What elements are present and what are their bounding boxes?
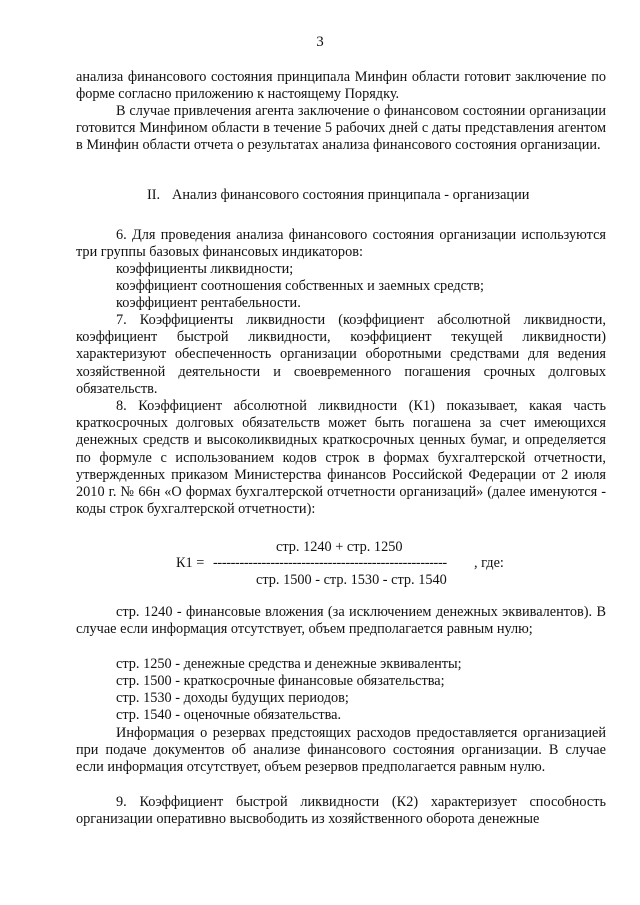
paragraph-conclusion: анализа финансового состояния принципала Минфин области готовит заключение по форме согласно приложению к настоящему Порядку. [76,69,606,103]
section-title: Анализ финансового состояния принципала - организации [172,187,530,203]
list-item: коэффициент соотношения собственных и заемных средств; [116,278,484,294]
definition-item: стр. 1250 - денежные средства и денежные эквиваленты; [116,656,462,672]
definition-item: стр. 1540 - оценочные обязательства. [116,707,342,723]
list-item: коэффициент рентабельности. [116,295,301,311]
formula-denominator: стр. 1500 - стр. 1530 - стр. 1540 [256,572,447,588]
paragraph-9: 9. Коэффициент быстрой ликвидности (К2) характеризует способность организации оперативно высвободить из хозяйственного оборота денежные [76,794,606,828]
page-number: 3 [316,34,324,50]
paragraph-agent: В случае привлечения агента заключение о финансовом состоянии организации готовится Минфином области в течение 5 рабочих дней с даты представления агентом в Минфин области отчета о результатах анализа финансового состояния организации. [76,103,606,154]
definition-item: стр. 1500 - краткосрочные финансовые обязательства; [116,673,445,689]
formula-fraction-bar: ----------------------------------------------------- [213,555,447,571]
paragraph-reserves: Информация о резервах предстоящих расходов предоставляется организацией при подаче документов об анализе финансового состояния организации. В случае если информация отсутствует, объем резервов предполагается равным нулю. [76,725,606,776]
paragraph-7: 7. Коэффициенты ликвидности (коэффициент абсолютной ликвидности, коэффициент быстрой ликвидности, коэффициент текущей ликвидности) характеризуют обеспеченность организации оборотными средствами для ведения хозяйственной деятельности и своевременного погашения срочных долговых обязательств. [76,312,606,397]
formula-where: , где: [474,555,504,571]
definition-item: стр. 1530 - доходы будущих периодов; [116,690,349,706]
formula-numerator: стр. 1240 + стр. 1250 [276,539,403,555]
formula-lhs: К1 = [176,555,205,571]
definition-1240: стр. 1240 - финансовые вложения (за исключением денежных эквивалентов). В случае если информация отсутствует, объем предполагается равным нулю; [76,604,606,638]
paragraph-8: 8. Коэффициент абсолютной ликвидности (К1) показывает, какая часть краткосрочных долговых обязательств может быть погашена за счет имеющихся денежных средств и высоколиквидных краткосрочных ценных бумаг, и определяется по формуле с использованием кодов строк в формах бухгалтерской отчетности, утвержденных приказом Министерства финансов Российской Федерации от 2 июля 2010 г. № 66н «О формах бухгалтерской отчетности организаций» (далее именуются - коды строк бухгалтерской отчетности): [76,398,606,518]
section-number: II. [147,187,161,203]
paragraph-6: 6. Для проведения анализа финансового состояния организации используются три группы базовых финансовых индикаторов: [76,227,606,261]
list-item: коэффициенты ликвидности; [116,261,294,277]
